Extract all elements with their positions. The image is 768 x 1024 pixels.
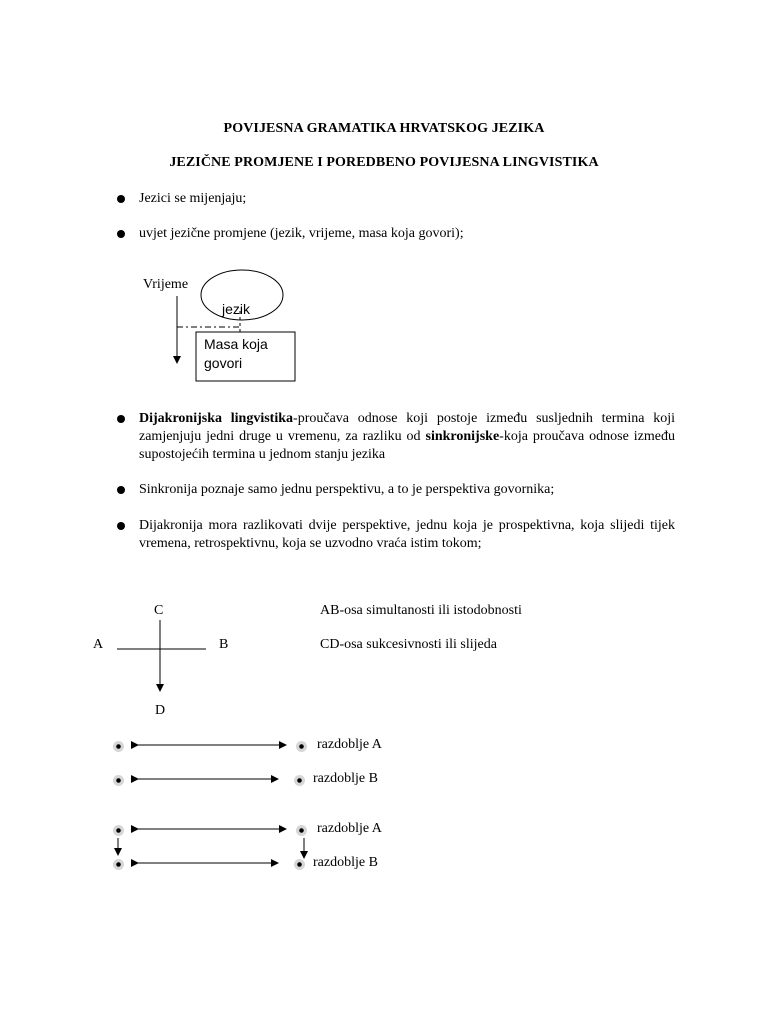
period-point xyxy=(296,825,307,836)
bullet-languages-change: Jezici se mijenjaju; xyxy=(139,191,247,206)
bullet-marker xyxy=(117,415,125,423)
mass-label-line1: Masa koja xyxy=(204,336,268,352)
period-point xyxy=(294,859,305,870)
time-label: Vrijeme xyxy=(143,277,189,292)
document-title: POVIJESNA GRAMATIKA HRVATSKOG JEZIKA xyxy=(223,121,545,136)
bullet-diachrony: Dijakronija mora razlikovati dvije perspektive, jednu koja je prospektivna, koja slijedi tijek vremena, retrospektivnu, koja se uzvodno vraća istim tokom; xyxy=(139,518,675,551)
cd-axis-description: CD-osa sukcesivnosti ili slijeda xyxy=(320,637,497,652)
period-b-label: razdoblje B xyxy=(313,771,378,786)
period-point xyxy=(113,859,124,870)
bullet-marker xyxy=(117,486,125,494)
period-point xyxy=(113,741,124,752)
term-synchronic: sinkronijske xyxy=(425,429,500,444)
period-point xyxy=(113,825,124,836)
document-subtitle: JEZIČNE PROMJENE I POREDBENO POVIJESNA LINGVISTIKA xyxy=(169,155,599,170)
mass-label-line2: govori xyxy=(204,355,243,371)
period-point xyxy=(113,775,124,786)
period-arrows xyxy=(118,745,304,863)
bullet-text: -proučava odnose koji postoje između susljednih termina koji zamjenjuju jedni druge u vremenu, za razliku od xyxy=(139,411,675,444)
period-a-label: razdoblje A xyxy=(317,821,382,836)
period-b-label: razdoblje B xyxy=(313,855,378,870)
axis-label-c: C xyxy=(154,603,164,618)
bullet-change-condition: uvjet jezične promjene (jezik, vrijeme, masa koja govori); xyxy=(139,226,464,241)
ab-axis-description: AB-osa simultanosti ili istodobnosti xyxy=(320,603,522,618)
axis-label-b: B xyxy=(219,637,229,652)
bullet-diachronic-linguistics xyxy=(139,410,675,464)
period-point xyxy=(296,741,307,752)
language-label: jezik xyxy=(222,301,251,317)
axis-label-a: A xyxy=(93,637,104,652)
bullet-synchrony: Sinkronija poznaje samo jednu perspektivu, a to je perspektiva govornika; xyxy=(139,482,555,497)
axis-label-d: D xyxy=(155,703,166,718)
bullet-text: -koja proučava odnose između supostojećih termina u jednom stanju jezika xyxy=(139,429,675,462)
period-point xyxy=(294,775,305,786)
period-a-label: razdoblje A xyxy=(317,737,382,752)
bullet-marker xyxy=(117,522,125,530)
term-diachronic: Dijakronijska lingvistika xyxy=(139,411,294,426)
